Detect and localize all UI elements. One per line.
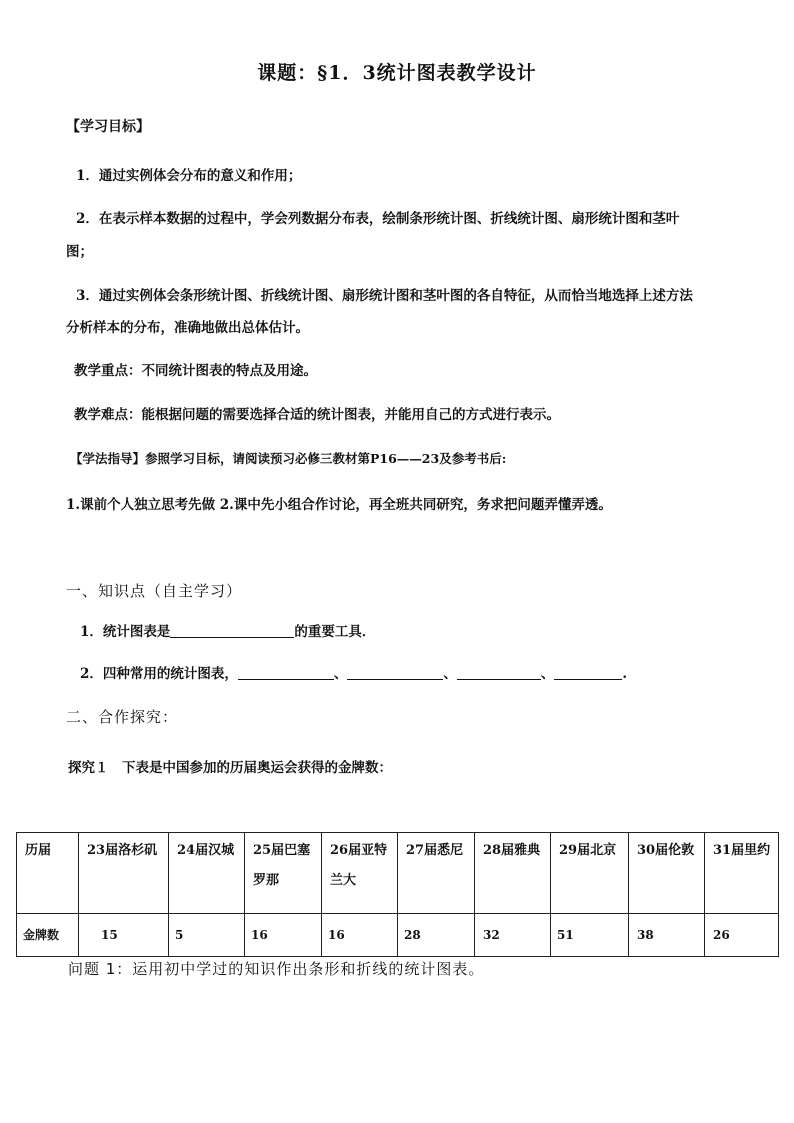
table-cell-game: 25届巴塞罗那 [245,833,322,914]
explore-question-1: 问题 1：运用初中学过的知识作出条形和折线的统计图表。 [68,960,485,978]
page-title: 课题：§1．3统计图表教学设计 [257,62,537,84]
table-cell-medals: 5 [169,914,245,957]
q2-blank-4[interactable] [554,665,622,680]
guidance-steps: 1.课前个人独立思考先做 2.课中先小组合作讨论，再全班共同研究，务求把问题弄懂弄透。 [66,497,612,513]
explore-intro: 探究１ 下表是中国参加的历届奥运会获得的金牌数： [68,760,392,776]
table-cell-medals: 32 [475,914,551,957]
q2-blank-3[interactable] [457,665,541,680]
table-cell-game: 24届汉城 [169,833,245,914]
q2-blank-1[interactable] [238,665,334,680]
table-cell-game: 30届伦敦 [629,833,705,914]
table-cell-medals: 16 [245,914,322,957]
table-cell-game: 28届雅典 [475,833,551,914]
table-cell-game: 29届北京 [551,833,629,914]
table-cell-medals: 51 [551,914,629,957]
guidance-text: 【学法指导】参照学习目标，请阅读预习必修三教材第P16——23及参考书后: [70,451,507,466]
objective-item-2-line-1: 2．在表示样本数据的过程中，学会列数据分布表，绘制条形统计图、折线统计图、扇形统计图和茎叶 [76,211,680,227]
table-cell-game: 31届里约 [705,833,779,914]
table-row [17,833,779,914]
key-point: 教学重点：不同统计图表的特点及用途。 [74,363,317,379]
table-cell-game: 23届洛杉矶 [79,833,169,914]
knowledge-question-1 [80,620,375,640]
q2-blank-2[interactable] [347,665,443,680]
objective-item-3-line-1: 3．通过实例体会条形统计图、折线统计图、扇形统计图和茎叶图的各自特征，从而恰当地选择上述方法 [76,288,693,304]
q2-prefix: 2．四种常用的统计图表， [80,666,238,682]
table-row-header: 金牌数 [17,914,79,957]
table-cell-game: 26届亚特兰大 [322,833,398,914]
q2-sep-3: 、 [540,666,555,682]
difficulty: 教学难点：能根据问题的需要选择合适的统计图表，并能用自己的方式进行表示。 [74,407,560,423]
explore-heading: 二、合作探究： [66,708,179,726]
q2-end: . [622,666,628,682]
q1-blank[interactable] [170,623,294,638]
objective-item-1: 1．通过实例体会分布的意义和作用； [76,168,302,184]
table-cell-medals: 26 [705,914,779,957]
medals-table [16,832,779,957]
table-cell-medals: 28 [398,914,475,957]
knowledge-question-2 [80,662,627,682]
table-cell-medals: 16 [322,914,398,957]
table-cell-medals: 38 [629,914,705,957]
q2-sep-2: 、 [443,666,457,682]
objectives-heading: 【学习目标】 [66,119,150,135]
q1-suffix: 的重要工具． [294,624,376,640]
knowledge-heading: 一、知识点（自主学习） [66,582,243,600]
table-cell-game: 27届悉尼 [398,833,475,914]
objective-item-2-line-2: 图； [66,244,93,260]
q1-prefix: 1．统计图表是 [80,624,171,640]
table-cell-medals: 15 [79,914,169,957]
objective-item-3-line-2: 分析样本的分布，准确地做出总体估计。 [66,320,309,336]
q2-sep-1: 、 [333,666,348,682]
table-row [17,914,779,957]
table-row-header: 历届 [17,833,79,914]
